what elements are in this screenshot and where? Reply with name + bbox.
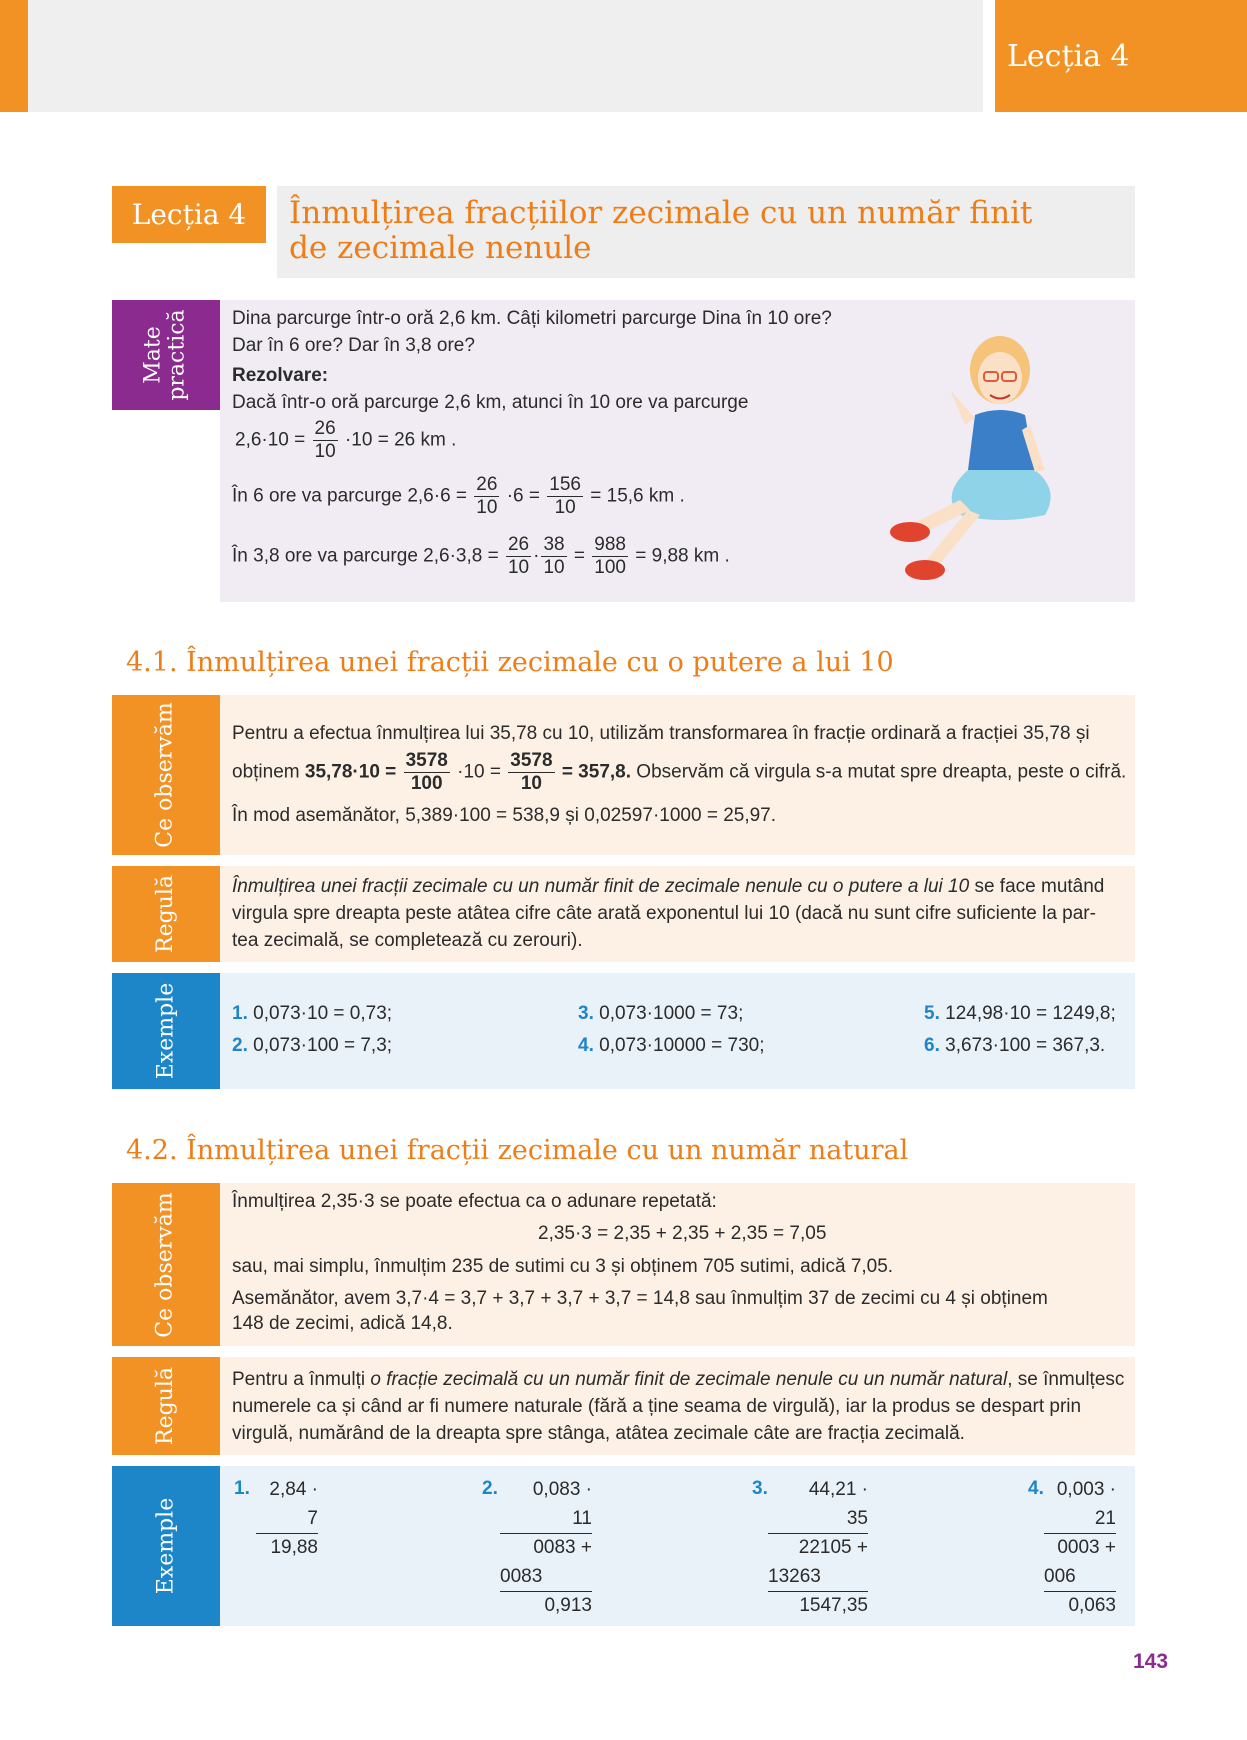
mp-rezolvare: Rezolvare: <box>232 365 329 386</box>
s2-obs-line2: 2,35·3 = 2,35 + 2,35 + 2,35 = 7,05 <box>538 1223 827 1244</box>
header-gray-bar <box>28 0 983 112</box>
lesson-title <box>277 186 1135 278</box>
lesson-title-line2: de zecimale nenule <box>289 230 592 266</box>
fraction: $\frac{26}{10}$ <box>476 474 498 518</box>
s1-example-3: 3. 0,073·1000 = 73; <box>578 1003 744 1024</box>
s1-obs-line2: obținem 35,78·10 = $\frac{3578}{100}$ ·10 = $\frac{3578}{10}$ = 357,8. Observăm că virgula s-a mutat spre dreapta, peste o cifră. <box>232 750 1127 794</box>
s1-example-5: 5. 124,98·10 = 1249,8; <box>924 1003 1116 1024</box>
s1-regula-box <box>220 866 1135 962</box>
s2-regula-label: Regulă <box>112 1357 220 1455</box>
section-4-1-heading: 4.1. Înmulțirea unei fracții zecimale cu o putere a lui 10 <box>126 647 894 678</box>
header-lesson-tab: Lecția 4 <box>995 0 1247 112</box>
s1-example-4: 4. 0,073·10000 = 730; <box>578 1035 765 1056</box>
mate-practica-box <box>220 300 1135 602</box>
page-number: 143 <box>1133 1650 1169 1673</box>
s2-regula-line2: numerele ca și când ar fi numere naturale (fără a ține seama de virgulă), iar la produs se despart prin <box>232 1396 1082 1417</box>
s1-obs-line1: Pentru a efectua înmulțirea lui 35,78 cu 10, utilizăm transformarea în fracție ordinară a fracției 35,78 și <box>232 723 1090 744</box>
s2-obs-line1: Înmulțirea 2,35·3 se poate efectua ca o adunare repetată: <box>232 1191 717 1212</box>
s2-regula-line3: virgulă, numărând de la dreapta spre stânga, atâtea zecimale câte are fracția zecimală. <box>232 1423 965 1444</box>
s2-obs-line5: 148 de zecimi, adică 14,8. <box>232 1313 453 1334</box>
s1-regula-line1: Înmulțirea unei fracții zecimale cu un număr finit de zecimale nenule cu o putere a lui 10 se face mutând <box>232 876 1105 897</box>
s1-observam-label: Ce observăm <box>112 695 220 855</box>
mate-practica-label <box>112 300 220 410</box>
fraction: $\frac{26}{10}$ <box>507 534 530 578</box>
s2-regula-line1: Pentru a înmulți o fracție zecimală cu un număr finit de zecimale nenule cu un număr natural, se înmulțesc <box>232 1369 1125 1390</box>
s1-obs-line3: În mod asemănător, 5,389·100 = 538,9 și 0,02597·1000 = 25,97. <box>232 805 777 826</box>
s2-ex2-calc: 0,083 · 11 0083 + 0083 0,913 <box>500 1479 592 1616</box>
mp-eq1: 2,6·10 = $\frac{26}{10}$ ·10 = 26 km . <box>235 418 457 462</box>
s1-regula-label: Regulă <box>112 866 220 962</box>
header-left-bar <box>0 0 28 112</box>
s2-obs-line3: sau, mai simplu, înmulțim 235 de sutimi cu 3 și obținem 705 sutimi, adică 7,05. <box>232 1256 894 1277</box>
s1-regula-line3: tea zecimală, se completează cu zerouri). <box>232 930 583 951</box>
fraction: $\frac{156}{10}$ <box>549 474 581 518</box>
girl-illustration <box>880 320 1130 590</box>
s1-exemple-label: Exemple <box>112 973 220 1089</box>
s2-ex2-number: 2. <box>482 1478 498 1499</box>
s2-observam-box <box>220 1183 1135 1346</box>
s2-ex1-calc: 2,84 · 7 19,88 <box>256 1476 318 1563</box>
s2-exemple-box <box>220 1466 1135 1626</box>
s2-ex3-calc: 44,21 · 35 22105 + 13263 1547,35 <box>768 1479 868 1616</box>
fraction: $\frac{26}{10}$ <box>314 418 336 462</box>
mp-line3: Dacă într-o oră parcurge 2,6 km, atunci în 10 ore va parcurge <box>232 392 749 413</box>
s1-exemple-box <box>220 973 1135 1089</box>
mp-eq2: În 6 ore va parcurge 2,6·6 = $\frac{26}{10}$ ·6 = $\frac{156}{10}$ = 15,6 km . <box>232 474 685 518</box>
fraction: $\frac{38}{10}$ <box>543 534 565 578</box>
s1-example-6: 6. 3,673·100 = 367,3. <box>924 1035 1106 1056</box>
s2-obs-line4: Asemănător, avem 3,7·4 = 3,7 + 3,7 + 3,7 + 3,7 = 14,8 sau înmulțim 37 de zecimi cu 4 și obținem <box>232 1288 1048 1309</box>
mp-line2: Dar în 6 ore? Dar în 3,8 ore? <box>232 335 475 356</box>
s2-ex4-calc: 0,003 · 21 0003 + 006 0,063 <box>1044 1479 1116 1616</box>
s1-regula-line2: virgula spre dreapta peste atâtea cifre câte arată exponentul lui 10 (dacă nu sunt cifre suficiente la par- <box>232 903 1096 924</box>
s2-regula-box <box>220 1357 1135 1455</box>
mp-line1: Dina parcurge într-o oră 2,6 km. Câți kilometri parcurge Dina în 10 ore? <box>232 308 832 329</box>
s1-example-1: 1. 0,073·10 = 0,73; <box>232 1003 393 1024</box>
s2-exemple-label: Exemple <box>112 1466 220 1626</box>
s1-example-2: 2. 0,073·100 = 7,3; <box>232 1035 393 1056</box>
section-4-2-heading: 4.2. Înmulțirea unei fracții zecimale cu un număr natural <box>126 1135 909 1166</box>
s2-observam-label: Ce observăm <box>112 1183 220 1346</box>
fraction: $\frac{988}{100}$ <box>594 534 626 578</box>
lesson-title-line1: Înmulțirea fracțiilor zecimale cu un număr finit <box>289 195 1033 231</box>
mate-practica-label-line1: Mate <box>140 326 166 384</box>
fraction: $\frac{3578}{100}$ <box>405 750 448 794</box>
mp-eq3: În 3,8 ore va parcurge 2,6·3,8 = $\frac{26}{10}$ · $\frac{38}{10}$ = $\frac{988}{100}$ = 9,88 km . <box>232 534 730 578</box>
s2-ex1-number: 1. <box>234 1478 250 1499</box>
fraction: $\frac{3578}{10}$ <box>510 750 553 794</box>
lesson-badge: Lecția 4 <box>112 186 266 243</box>
s2-ex4-number: 4. <box>1028 1478 1044 1499</box>
mate-practica-label-line2: practică <box>164 309 190 401</box>
s2-ex3-number: 3. <box>752 1478 768 1499</box>
s1-observam-box <box>220 695 1135 855</box>
